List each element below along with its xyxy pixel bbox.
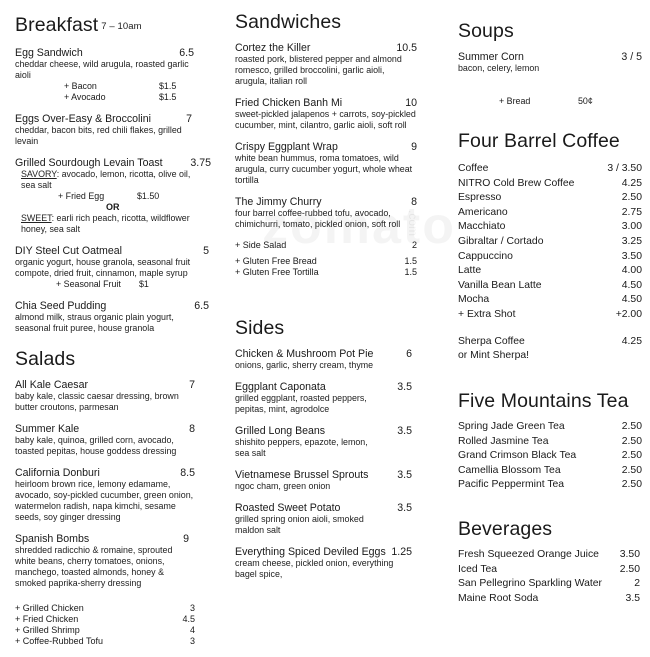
menu-item — [235, 348, 412, 371]
item-name: Eggs Over-Easy & Broccolini — [15, 113, 152, 125]
item-name: Summer Kale — [15, 423, 80, 435]
item-desc: onions, garlic, sherry cream, thyme — [235, 360, 374, 370]
item-price: 3.5 — [397, 425, 412, 437]
item-desc-savory: SAVORY: avocado, lemon, ricotta, olive oil, sea salt — [21, 169, 191, 190]
extra-row: + Gluten Free Tortilla 1.5 — [235, 267, 417, 277]
list-item: Cappuccino 3.50 — [458, 250, 642, 262]
item-desc: sweet-pickled jalapenos + carrots, soy-pickled cucumber, mint, cilantro, garlic aioli, soft roll — [235, 109, 416, 130]
menu-item — [235, 141, 417, 186]
salad-extras — [15, 603, 195, 647]
extra-row: + Side Salad 2 — [235, 240, 417, 250]
beverage-list — [458, 548, 640, 606]
addon-row: + Bacon $1.5 — [64, 81, 177, 91]
list-item: Gibraltar / Cortado 3.25 — [458, 235, 642, 247]
item-desc: ngoc cham, green onion — [235, 481, 331, 491]
item-desc: four barrel coffee-rubbed tofu, avocado, chimichurri, tomato, pickled onion, soft roll — [235, 208, 401, 229]
item-desc: shishito peppers, epazote, lemon, sea salt — [235, 437, 368, 458]
item-name: Egg Sandwich — [15, 47, 83, 59]
item-name: All Kale Caesar — [15, 379, 89, 391]
section-breakfast — [15, 14, 211, 344]
menu-item — [15, 113, 203, 147]
menu-item — [235, 469, 412, 492]
section-sandwiches — [235, 11, 417, 278]
menu-item — [235, 42, 417, 87]
menu-item — [235, 196, 417, 230]
menu-item — [235, 97, 417, 131]
item-desc: almond milk, straus organic plain yogurt, seasonal fruit puree, house granola — [15, 312, 174, 333]
item-price: 3.75 — [190, 157, 211, 169]
sandwich-extras — [235, 240, 417, 278]
list-item: Mocha 4.50 — [458, 294, 642, 306]
addon-row: + Seasonal Fruit $1 — [56, 279, 149, 289]
item-desc: grilled spring onion aioli, smoked maldon salt — [235, 514, 364, 535]
item-desc: heirloom brown rice, lemony edamame, avocado, soy-pickled cucumber, green onion, watermelon radish, napa kimchi, sesame seeds, soy ginger dressing — [15, 479, 194, 522]
extra-row: + Grilled Shrimp 4 — [15, 625, 195, 635]
list-item: Grand Crimson Black Tea 2.50 — [458, 450, 642, 462]
item-desc: organic yogurt, house granola, seasonal fruit compote, dried fruit, cinnamon, maple syrup — [15, 257, 191, 278]
list-item: Coffee 3 / 3.50 — [458, 163, 642, 174]
item-price: 9 — [183, 533, 189, 545]
watermark-suffix: .com — [406, 210, 420, 237]
item-price: 3.5 — [397, 469, 412, 481]
item-price: 1.25 — [391, 546, 412, 558]
item-name: Grilled Sourdough Levain Toast — [15, 157, 163, 169]
item-price: 6.5 — [179, 47, 194, 59]
item-name: Cortez the Killer — [235, 42, 311, 54]
addon-row: + Fried Egg $1.50 — [58, 191, 160, 201]
menu-item — [15, 423, 195, 457]
or-divider: OR — [106, 202, 120, 212]
list-item: Latte 4.00 — [458, 265, 642, 277]
item-name: Vietnamese Brussel Sprouts — [235, 469, 369, 481]
item-name: California Donburi — [15, 467, 100, 479]
menu-item — [15, 379, 195, 413]
menu-item — [15, 533, 195, 589]
menu-item — [15, 157, 211, 235]
coffee-list — [458, 162, 642, 364]
list-item: Pacific Peppermint Tea 2.50 — [458, 479, 642, 491]
section-title: Five Mountains Tea — [458, 390, 629, 412]
item-desc: baby kale, quinoa, grilled corn, avocado, toasted pepitas, house goddess dressing — [15, 435, 177, 456]
menu-item — [458, 51, 642, 74]
section-coffee — [458, 130, 642, 364]
extra-row: + Grilled Chicken 3 — [15, 603, 195, 613]
item-name: DIY Steel Cut Oatmeal — [15, 245, 122, 257]
item-price: 10.5 — [396, 42, 417, 54]
menu-item — [235, 381, 412, 415]
item-desc: white bean hummus, roma tomatoes, wild arugula, curry cucumber yogurt, whole wheat tortilla — [235, 153, 413, 185]
list-item: Americano 2.75 — [458, 206, 642, 218]
list-item: Rolled Jasmine Tea 2.50 — [458, 435, 642, 447]
item-price: 6.5 — [194, 300, 209, 312]
item-name: Eggplant Caponata — [235, 381, 326, 393]
item-price: 8.5 — [180, 467, 195, 479]
item-price: 3.5 — [397, 502, 412, 514]
addon-row: + Bread 50¢ — [499, 96, 593, 106]
item-desc: bacon, celery, lemon — [458, 63, 540, 73]
item-price: 8 — [411, 196, 417, 208]
item-price: 10 — [405, 97, 417, 109]
section-title: Beverages — [458, 518, 553, 540]
item-name: Grilled Long Beans — [235, 425, 326, 437]
item-desc: roasted pork, blistered pepper and almond romesco, grilled broccolini, garlic aioli, arugula, italian roll — [235, 54, 402, 86]
tea-list — [458, 420, 642, 493]
item-desc: baby kale, classic caesar dressing, brown butter croutons, parmesan — [15, 391, 179, 412]
item-desc: grilled eggplant, roasted peppers, pepitas, mint, agrodolce — [235, 393, 367, 414]
item-price: 3.5 — [397, 381, 412, 393]
item-name: Crispy Eggplant Wrap — [235, 141, 338, 153]
section-title: Sides — [235, 317, 285, 339]
list-item: Iced Tea 2.50 — [458, 563, 640, 575]
item-desc: cream cheese, pickled onion, everything bagel spice, — [235, 558, 394, 579]
item-desc: cheddar cheese, wild arugula, roasted garlic aioli — [15, 59, 189, 80]
item-desc: shredded radicchio & romaine, sprouted white beans, cherry tomatoes, onions, manchego, toasted almonds, honey & smoked paprika-sherry dressing — [15, 545, 173, 588]
item-name: Summer Corn — [458, 51, 524, 63]
section-beverages — [458, 518, 640, 606]
list-item: San Pellegrino Sparkling Water 2 — [458, 578, 640, 590]
extra-row: + Fried Chicken 4.5 — [15, 614, 195, 624]
addon-row: + Avocado $1.5 — [64, 92, 177, 102]
menu-item — [15, 47, 203, 103]
menu-item — [235, 502, 412, 536]
item-name: Fried Chicken Banh Mi — [235, 97, 343, 109]
item-price: 7 — [186, 113, 192, 125]
extra-row: + Gluten Free Bread 1.5 — [235, 256, 417, 266]
item-name: Everything Spiced Deviled Eggs — [235, 546, 386, 558]
list-item: Camellia Blossom Tea 2.50 — [458, 464, 642, 476]
section-title: Salads — [15, 348, 76, 370]
item-price: 6 — [406, 348, 412, 360]
section-tea — [458, 390, 642, 493]
item-price: 9 — [411, 141, 417, 153]
section-title: Four Barrel Coffee — [458, 130, 620, 152]
section-salads — [15, 348, 195, 647]
list-item: + Extra Shot +2.00 — [458, 308, 642, 320]
section-title: Breakfast 7 – 10am — [15, 14, 142, 36]
list-item-sherpa-alt: or Mint Sherpa! — [458, 350, 530, 362]
item-price: 5 — [203, 245, 209, 257]
extra-row: + Coffee-Rubbed Tofu 3 — [15, 636, 195, 646]
list-item: Vanilla Bean Latte 4.50 — [458, 279, 642, 291]
section-sides — [235, 317, 412, 590]
menu-item — [15, 300, 209, 334]
menu-item — [235, 425, 412, 459]
item-name: Spanish Bombs — [15, 533, 90, 545]
list-item: Macchiato 3.00 — [458, 221, 642, 233]
item-desc-sweet: SWEET: earli rich peach, ricotta, wildflower honey, sea salt — [21, 213, 190, 234]
breakfast-hours: 7 – 10am — [101, 21, 142, 32]
list-item: Fresh Squeezed Orange Juice 3.50 — [458, 549, 640, 560]
section-title: Sandwiches — [235, 11, 342, 33]
list-item: Maine Root Soda 3.5 — [458, 592, 640, 604]
menu-item — [235, 546, 412, 580]
item-name: Roasted Sweet Potato — [235, 502, 341, 514]
section-soups — [458, 20, 642, 107]
item-price: 3 / 5 — [621, 51, 642, 63]
item-name: The Jimmy Churry — [235, 196, 322, 208]
item-desc: cheddar, bacon bits, red chili flakes, grilled levain — [15, 125, 182, 146]
section-title: Soups — [458, 20, 514, 42]
list-item: Spring Jade Green Tea 2.50 — [458, 421, 642, 432]
list-item: Espresso 2.50 — [458, 192, 642, 204]
menu-item — [15, 245, 209, 290]
list-item: NITRO Cold Brew Coffee 4.25 — [458, 177, 642, 189]
item-price: 7 — [189, 379, 195, 391]
item-name: Chicken & Mushroom Pot Pie — [235, 348, 374, 360]
item-name: Chia Seed Pudding — [15, 300, 107, 312]
menu-item — [15, 467, 195, 523]
item-price: 8 — [189, 423, 195, 435]
list-item-sherpa: Sherpa Coffee 4.25 — [458, 335, 642, 347]
